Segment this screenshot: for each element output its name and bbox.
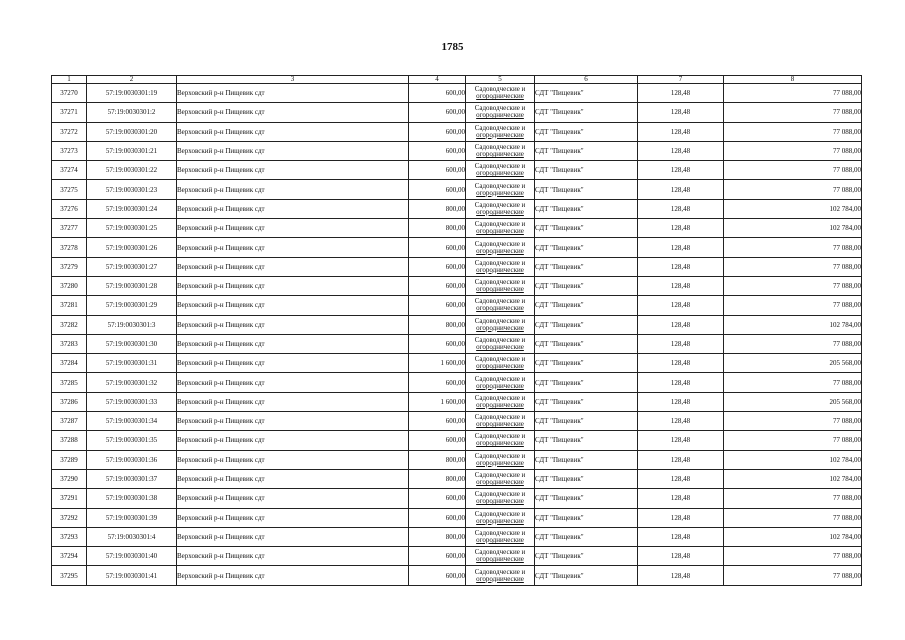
cadastral-number-cell: 57:19:0030301:30 [87,334,177,353]
land-use-line-2: огороднические [476,150,524,159]
land-use-line-2: огороднические [476,343,524,351]
land-use-cell [466,469,535,488]
cadastral-value-cell: 77 088,00 [724,296,862,315]
land-use-line-2: огороднические [476,497,524,506]
land-use-line-2: огороднические [476,130,524,139]
address-cell: Верховский р-н Пищевик сдт [177,527,409,546]
land-use-line-2: огороднические [476,207,524,216]
table-row [52,527,862,546]
rate-cell: 128,48 [638,122,724,141]
area-cell: 600,00 [409,103,466,122]
organization-cell: СДТ "Пищевик" [535,527,638,546]
land-use-cell [466,412,535,431]
cadastral-number-cell: 57:19:0030301:23 [87,180,177,199]
row-id-cell: 37273 [52,141,87,160]
organization-cell: СДТ "Пищевик" [535,238,638,257]
address-cell: Верховский р-н Пищевик сдт [177,180,409,199]
land-use-line-2: огороднические [476,535,524,544]
organization-cell: СДТ "Пищевик" [535,219,638,238]
row-id-cell: 37281 [52,296,87,315]
area-cell: 800,00 [409,199,466,218]
land-use-cell [466,257,535,276]
land-use-cell [466,84,535,103]
rate-cell: 128,48 [638,431,724,450]
land-use-cell [466,354,535,373]
cadastral-value-cell: 102 784,00 [724,199,862,218]
organization-cell: СДТ "Пищевик" [535,103,638,122]
table-row [52,141,862,160]
cadastral-number-cell: 57:19:0030301:21 [87,141,177,160]
row-id-cell: 37289 [52,450,87,469]
header-col-6: 6 [535,76,638,84]
land-use-cell [466,508,535,527]
cadastral-value-cell: 77 088,00 [724,431,862,450]
land-use-cell [466,334,535,353]
rate-cell: 128,48 [638,276,724,295]
organization-cell: СДТ "Пищевик" [535,469,638,488]
cadastral-number-cell: 57:19:0030301:39 [87,508,177,527]
land-use-line-1: Садоводческие и [474,239,526,248]
cadastral-value-cell: 77 088,00 [724,161,862,180]
organization-cell: СДТ "Пищевик" [535,354,638,373]
land-use-line-2: огороднические [476,362,524,371]
row-id-cell: 37283 [52,334,87,353]
row-id-cell: 37279 [52,257,87,276]
cadastral-value-cell: 77 088,00 [724,566,862,585]
cadastral-value-cell: 77 088,00 [724,547,862,566]
land-use-cell [466,276,535,295]
address-cell: Верховский р-н Пищевик сдт [177,141,409,160]
area-cell: 600,00 [409,508,466,527]
row-id-cell: 37291 [52,489,87,508]
row-id-cell: 37284 [52,354,87,373]
organization-cell: СДТ "Пищевик" [535,276,638,295]
row-id-cell: 37288 [52,431,87,450]
row-id-cell: 37293 [52,527,87,546]
land-use-cell [466,315,535,334]
cadastral-number-cell: 57:19:0030301:41 [87,566,177,585]
area-cell: 800,00 [409,219,466,238]
land-use-cell [466,199,535,218]
rate-cell: 128,48 [638,489,724,508]
row-id-cell: 37275 [52,180,87,199]
land-use-cell [466,103,535,122]
land-use-line-2: огороднические [476,574,524,583]
rate-cell: 128,48 [638,161,724,180]
row-id-cell: 37278 [52,238,87,257]
land-use-cell [466,180,535,199]
table-row [52,296,862,315]
table-header [52,76,862,84]
address-cell: Верховский р-н Пищевик сдт [177,547,409,566]
land-use-line-1: Садоводческие и [474,451,526,460]
rate-cell: 128,48 [638,354,724,373]
organization-cell: СДТ "Пищевик" [535,392,638,411]
area-cell: 800,00 [409,315,466,334]
cadastral-number-cell: 57:19:0030301:29 [87,296,177,315]
page-number: 1785 [441,41,464,53]
table-row [52,276,862,295]
address-cell: Верховский р-н Пищевик сдт [177,508,409,527]
address-cell: Верховский р-н Пищевик сдт [177,489,409,508]
cadastral-value-cell: 205 568,00 [724,354,862,373]
cadastral-value-cell: 205 568,00 [724,392,862,411]
table-row [52,354,862,373]
cadastral-value-cell: 77 088,00 [724,141,862,160]
cadastral-value-cell: 77 088,00 [724,103,862,122]
cadastral-value-cell: 77 088,00 [724,489,862,508]
row-id-cell: 37280 [52,276,87,295]
cadastral-number-cell: 57:19:0030301:40 [87,547,177,566]
address-cell: Верховский р-н Пищевик сдт [177,469,409,488]
address-cell: Верховский р-н Пищевик сдт [177,276,409,295]
land-use-line-1: Садоводческие и [474,220,526,229]
land-use-line-2: огороднические [476,323,524,332]
land-use-line-2: огороднические [476,111,524,120]
organization-cell: СДТ "Пищевик" [535,122,638,141]
cadastral-value-cell: 77 088,00 [724,238,862,257]
land-use-line-1: Садоводческие и [474,567,526,576]
header-col-5: 5 [466,76,535,84]
land-use-line-1: Садоводческие и [474,336,526,344]
cadastral-value-cell: 77 088,00 [724,508,862,527]
rate-cell: 128,48 [638,508,724,527]
area-cell: 600,00 [409,161,466,180]
land-use-line-2: огороднические [476,478,524,487]
table-row [52,450,862,469]
address-cell: Верховский р-н Пищевик сдт [177,334,409,353]
rate-cell: 128,48 [638,84,724,103]
rate-cell: 128,48 [638,334,724,353]
land-use-line-1: Садоводческие и [474,471,526,480]
organization-cell: СДТ "Пищевик" [535,161,638,180]
land-use-line-1: Садоводческие и [474,374,526,383]
area-cell: 600,00 [409,257,466,276]
cadastral-number-cell: 57:19:0030301:28 [87,276,177,295]
organization-cell: СДТ "Пищевик" [535,257,638,276]
rate-cell: 128,48 [638,219,724,238]
rate-cell: 128,48 [638,238,724,257]
table-row [52,469,862,488]
land-use-line-2: огороднические [476,516,524,525]
table-row [52,103,862,122]
land-use-cell [466,431,535,450]
table-row [52,84,862,103]
cadastral-value-cell: 77 088,00 [724,122,862,141]
table-row [52,392,862,411]
land-use-line-2: огороднические [476,285,524,294]
land-use-line-2: огороднические [476,304,524,313]
organization-cell: СДТ "Пищевик" [535,373,638,392]
row-id-cell: 37277 [52,219,87,238]
area-cell: 600,00 [409,122,466,141]
area-cell: 600,00 [409,547,466,566]
area-cell: 600,00 [409,566,466,585]
land-use-cell [466,489,535,508]
cadastral-number-cell: 57:19:0030301:2 [87,103,177,122]
address-cell: Верховский р-н Пищевик сдт [177,122,409,141]
cadastral-number-cell: 57:19:0030301:25 [87,219,177,238]
area-cell: 800,00 [409,469,466,488]
table-row [52,508,862,527]
land-use-line-2: огороднические [476,555,524,564]
cadastral-value-cell: 77 088,00 [724,84,862,103]
cadastral-number-cell: 57:19:0030301:35 [87,431,177,450]
cadastral-number-cell: 57:19:0030301:34 [87,412,177,431]
area-cell: 600,00 [409,84,466,103]
land-use-line-1: Садоводческие и [474,355,526,364]
organization-cell: СДТ "Пищевик" [535,199,638,218]
area-cell: 600,00 [409,431,466,450]
row-id-cell: 37292 [52,508,87,527]
land-use-cell [466,219,535,238]
area-cell: 1 600,00 [409,354,466,373]
land-use-line-1: Садоводческие и [474,548,526,557]
row-id-cell: 37294 [52,547,87,566]
land-use-line-1: Садоводческие и [474,393,526,402]
table-row [52,412,862,431]
land-use-line-2: огороднические [476,458,524,467]
table-row [52,219,862,238]
land-use-line-2: огороднические [476,169,524,178]
address-cell: Верховский р-н Пищевик сдт [177,354,409,373]
cadastral-number-cell: 57:19:0030301:27 [87,257,177,276]
cadastral-value-cell: 102 784,00 [724,527,862,546]
land-use-cell [466,238,535,257]
address-cell: Верховский р-н Пищевик сдт [177,566,409,585]
organization-cell: СДТ "Пищевик" [535,547,638,566]
row-id-cell: 37285 [52,373,87,392]
table-row [52,238,862,257]
header-col-3: 3 [177,76,409,84]
rate-cell: 128,48 [638,141,724,160]
land-use-line-1: Садоводческие и [474,162,526,171]
area-cell: 800,00 [409,527,466,546]
address-cell: Верховский р-н Пищевик сдт [177,257,409,276]
rate-cell: 128,48 [638,527,724,546]
cadastral-number-cell: 57:19:0030301:4 [87,527,177,546]
cadastral-number-cell: 57:19:0030301:36 [87,450,177,469]
rate-cell: 128,48 [638,469,724,488]
table-row [52,199,862,218]
cadastral-value-cell: 102 784,00 [724,315,862,334]
table-row [52,257,862,276]
land-use-line-2: огороднические [476,92,524,101]
land-use-line-2: огороднические [476,246,524,255]
header-col-2: 2 [87,76,177,84]
organization-cell: СДТ "Пищевик" [535,296,638,315]
row-id-cell: 37276 [52,199,87,218]
table-row [52,489,862,508]
area-cell: 600,00 [409,296,466,315]
row-id-cell: 37270 [52,84,87,103]
cadastral-number-cell: 57:19:0030301:37 [87,469,177,488]
rate-cell: 128,48 [638,450,724,469]
cadastral-number-cell: 57:19:0030301:26 [87,238,177,257]
land-use-line-1: Садоводческие и [474,528,526,537]
area-cell: 600,00 [409,412,466,431]
address-cell: Верховский р-н Пищевик сдт [177,103,409,122]
area-cell: 600,00 [409,276,466,295]
land-use-line-1: Садоводческие и [474,143,526,152]
address-cell: Верховский р-н Пищевик сдт [177,412,409,431]
cadastral-number-cell: 57:19:0030301:22 [87,161,177,180]
rate-cell: 128,48 [638,103,724,122]
area-cell: 800,00 [409,450,466,469]
land-use-line-2: огороднические [476,188,524,197]
land-use-line-1: Садоводческие и [474,278,526,287]
organization-cell: СДТ "Пищевик" [535,431,638,450]
header-col-8: 8 [724,76,862,84]
table-row [52,315,862,334]
header-row [52,76,862,84]
cadastral-value-cell: 102 784,00 [724,219,862,238]
address-cell: Верховский р-н Пищевик сдт [177,199,409,218]
land-use-line-1: Садоводческие и [474,316,526,325]
cadastral-number-cell: 57:19:0030301:38 [87,489,177,508]
header-col-1: 1 [52,76,87,84]
cadastral-number-cell: 57:19:0030301:31 [87,354,177,373]
land-use-cell [466,122,535,141]
land-use-cell [466,547,535,566]
cadastral-value-cell: 77 088,00 [724,412,862,431]
organization-cell: СДТ "Пищевик" [535,84,638,103]
cadastral-number-cell: 57:19:0030301:33 [87,392,177,411]
land-use-line-1: Садоводческие и [474,258,526,267]
row-id-cell: 37287 [52,412,87,431]
table-row [52,431,862,450]
organization-cell: СДТ "Пищевик" [535,315,638,334]
organization-cell: СДТ "Пищевик" [535,141,638,160]
table-row [52,334,862,353]
row-id-cell: 37272 [52,122,87,141]
land-use-cell [466,373,535,392]
address-cell: Верховский р-н Пищевик сдт [177,296,409,315]
rate-cell: 128,48 [638,412,724,431]
land-use-line-2: огороднические [476,381,524,390]
organization-cell: СДТ "Пищевик" [535,334,638,353]
cadastral-value-cell: 77 088,00 [724,180,862,199]
area-cell: 600,00 [409,334,466,353]
table-body [52,84,862,586]
cadastral-value-cell: 102 784,00 [724,450,862,469]
land-use-cell [466,566,535,585]
row-id-cell: 37286 [52,392,87,411]
table-row [52,122,862,141]
rate-cell: 128,48 [638,566,724,585]
table-row [52,547,862,566]
address-cell: Верховский р-н Пищевик сдт [177,238,409,257]
table-row [52,566,862,585]
organization-cell: СДТ "Пищевик" [535,450,638,469]
address-cell: Верховский р-н Пищевик сдт [177,373,409,392]
organization-cell: СДТ "Пищевик" [535,566,638,585]
land-use-line-1: Садоводческие и [474,413,526,422]
land-use-line-1: Садоводческие и [474,509,526,518]
row-id-cell: 37271 [52,103,87,122]
land-use-line-1: Садоводческие и [474,181,526,190]
rate-cell: 128,48 [638,257,724,276]
land-use-line-1: Садоводческие и [474,490,526,499]
land-registry-table [51,75,862,586]
address-cell: Верховский р-н Пищевик сдт [177,219,409,238]
row-id-cell: 37274 [52,161,87,180]
land-use-cell [466,161,535,180]
organization-cell: СДТ "Пищевик" [535,180,638,199]
table-row [52,161,862,180]
area-cell: 600,00 [409,489,466,508]
cadastral-value-cell: 77 088,00 [724,334,862,353]
land-use-line-2: огороднические [476,265,524,274]
land-use-line-1: Садоводческие и [474,297,526,306]
cadastral-value-cell: 77 088,00 [724,276,862,295]
land-use-line-2: огороднические [476,400,524,409]
organization-cell: СДТ "Пищевик" [535,508,638,527]
area-cell: 1 600,00 [409,392,466,411]
address-cell: Верховский р-н Пищевик сдт [177,315,409,334]
row-id-cell: 37282 [52,315,87,334]
organization-cell: СДТ "Пищевик" [535,412,638,431]
rate-cell: 128,48 [638,315,724,334]
cadastral-number-cell: 57:19:0030301:3 [87,315,177,334]
land-use-line-1: Садоводческие и [474,123,526,132]
address-cell: Верховский р-н Пищевик сдт [177,392,409,411]
land-use-line-1: Садоводческие и [474,432,526,441]
area-cell: 600,00 [409,373,466,392]
cadastral-number-cell: 57:19:0030301:19 [87,84,177,103]
rate-cell: 128,48 [638,296,724,315]
row-id-cell: 37295 [52,566,87,585]
cadastral-number-cell: 57:19:0030301:20 [87,122,177,141]
header-col-7: 7 [638,76,724,84]
rate-cell: 128,48 [638,373,724,392]
land-use-cell [466,392,535,411]
address-cell: Верховский р-н Пищевик сдт [177,161,409,180]
area-cell: 600,00 [409,141,466,160]
land-use-line-1: Садоводческие и [474,200,526,209]
cadastral-number-cell: 57:19:0030301:24 [87,199,177,218]
cadastral-value-cell: 102 784,00 [724,469,862,488]
land-use-line-2: огороднические [476,420,524,429]
cadastral-value-cell: 77 088,00 [724,257,862,276]
rate-cell: 128,48 [638,392,724,411]
land-use-line-2: огороднические [476,227,524,236]
rate-cell: 128,48 [638,180,724,199]
rate-cell: 128,48 [638,199,724,218]
land-use-cell [466,527,535,546]
row-id-cell: 37290 [52,469,87,488]
table-row [52,373,862,392]
address-cell: Верховский р-н Пищевик сдт [177,431,409,450]
rate-cell: 128,48 [638,547,724,566]
cadastral-number-cell: 57:19:0030301:32 [87,373,177,392]
land-use-cell [466,450,535,469]
header-col-4: 4 [409,76,466,84]
land-use-line-2: огороднические [476,439,524,448]
land-use-cell [466,296,535,315]
area-cell: 600,00 [409,238,466,257]
organization-cell: СДТ "Пищевик" [535,489,638,508]
area-cell: 600,00 [409,180,466,199]
land-use-line-1: Садоводческие и [474,85,526,94]
cadastral-value-cell: 77 088,00 [724,373,862,392]
table-row [52,180,862,199]
land-use-cell [466,141,535,160]
land-use-line-1: Садоводческие и [474,104,526,113]
address-cell: Верховский р-н Пищевик сдт [177,84,409,103]
address-cell: Верховский р-н Пищевик сдт [177,450,409,469]
